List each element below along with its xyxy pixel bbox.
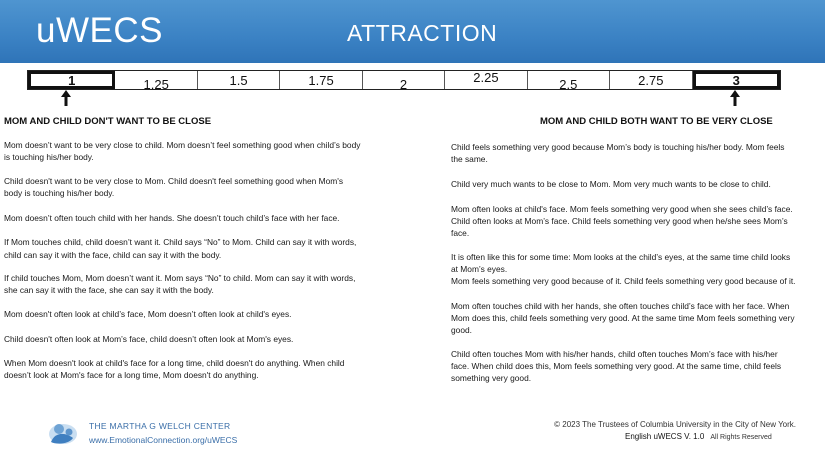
arrow-up-icon bbox=[729, 90, 741, 106]
left-paragraph: Mom doesn't often look at child’s face, Mom doesn’t often look at child's eyes. bbox=[4, 309, 292, 319]
right-paragraph: Mom often touches child with her hands, she often touches child’s face with her face. When Mom does this, child feels something very good. At the same time Mom feels something very good. bbox=[451, 301, 795, 335]
arrow-up-icon bbox=[60, 90, 72, 106]
left-paragraph: Child doesn't often look at Mom’s face, child doesn’t often look at Mom's eyes. bbox=[4, 334, 294, 344]
scale-option-2[interactable]: 2 bbox=[363, 71, 445, 89]
scale-option-3[interactable]: 3 bbox=[693, 71, 780, 89]
left-paragraph: If child touches Mom, Mom doesn’t want it. Mom says “No” to child. Mom can say it with words, she can say it with the face, she can say it with the body. bbox=[4, 273, 356, 295]
right-paragraph: Mom feels something very good because of it. Child feels something very good because of it. bbox=[451, 276, 796, 286]
scale-option-2-25[interactable]: 2.25 bbox=[445, 71, 527, 89]
left-paragraph: Mom doesn’t often touch child with her hands. She doesn’t touch child’s face with her face. bbox=[4, 213, 340, 223]
left-paragraph: Mom doesn’t want to be very close to child. Mom doesn’t feel something good when child’s body is touching his/her body. bbox=[4, 140, 361, 162]
right-column-heading: MOM AND CHILD BOTH WANT TO BE VERY CLOSE bbox=[540, 116, 773, 127]
center-url-link[interactable]: www.EmotionalConnection.org/uWECS bbox=[89, 435, 238, 445]
version-label: English uWECS V. 1.0 bbox=[625, 432, 705, 441]
copyright-notice: © 2023 The Trustees of Columbia University in the City of New York. bbox=[554, 420, 796, 429]
scale-option-2-5[interactable]: 2.5 bbox=[528, 71, 610, 89]
scale-option-2-75[interactable]: 2.75 bbox=[610, 71, 692, 89]
scale-option-1[interactable]: 1 bbox=[28, 71, 115, 89]
left-paragraph: When Mom doesn't look at child's face for a long time, child doesn't do anything. When child doesn’t look at Mom's face for a long time, Mom doesn't do anything. bbox=[4, 358, 345, 380]
right-paragraph: Child feels something very good because Mom’s body is touching his/her body. Mom feels the same. bbox=[451, 142, 785, 164]
rating-scale bbox=[27, 70, 781, 90]
welch-center-logo-icon bbox=[47, 418, 83, 446]
header-banner bbox=[0, 0, 825, 63]
rights-label: All Rights Reserved bbox=[710, 434, 772, 441]
center-name: THE MARTHA G WELCH CENTER bbox=[89, 421, 231, 431]
right-paragraph: Child very much wants to be close to Mom. Mom very much wants to be close to child. bbox=[451, 179, 771, 189]
right-paragraph: It is often like this for some time: Mom looks at the child’s eyes, at the same time child looks at Mom’s eyes. bbox=[451, 252, 791, 274]
left-paragraph: If Mom touches child, child doesn’t want it. Child says “No” to Mom. Child can say it with words, child can say it with the face, child can say it with the body. bbox=[4, 237, 357, 260]
right-paragraph: Mom often looks at child's face. Mom feels something very good when she sees child’s face. Child often looks at Mom’s face. Child feels something very good when he/she sees Mom’s face. bbox=[451, 204, 793, 238]
right-column bbox=[451, 141, 796, 384]
left-paragraph: Child doesn't want to be very close to Mom. Child doesn't feel something good when Mom's body is touching his/her body. bbox=[4, 176, 344, 198]
left-column-heading: MOM AND CHILD DON'T WANT TO BE CLOSE bbox=[4, 116, 212, 127]
scale-option-1-25[interactable]: 1.25 bbox=[115, 71, 197, 89]
app-title: uWECS bbox=[36, 11, 163, 50]
scale-option-1-75[interactable]: 1.75 bbox=[280, 71, 362, 89]
version-line bbox=[625, 432, 772, 441]
scale-option-1-5[interactable]: 1.5 bbox=[198, 71, 280, 89]
left-column bbox=[4, 139, 362, 381]
page-title: ATTRACTION bbox=[347, 20, 498, 46]
right-paragraph: Child often touches Mom with his/her hands, child often touches Mom’s face with his/her face. When child does this, Mom feels something very good. At the same time, child feels something very good. bbox=[451, 349, 782, 383]
